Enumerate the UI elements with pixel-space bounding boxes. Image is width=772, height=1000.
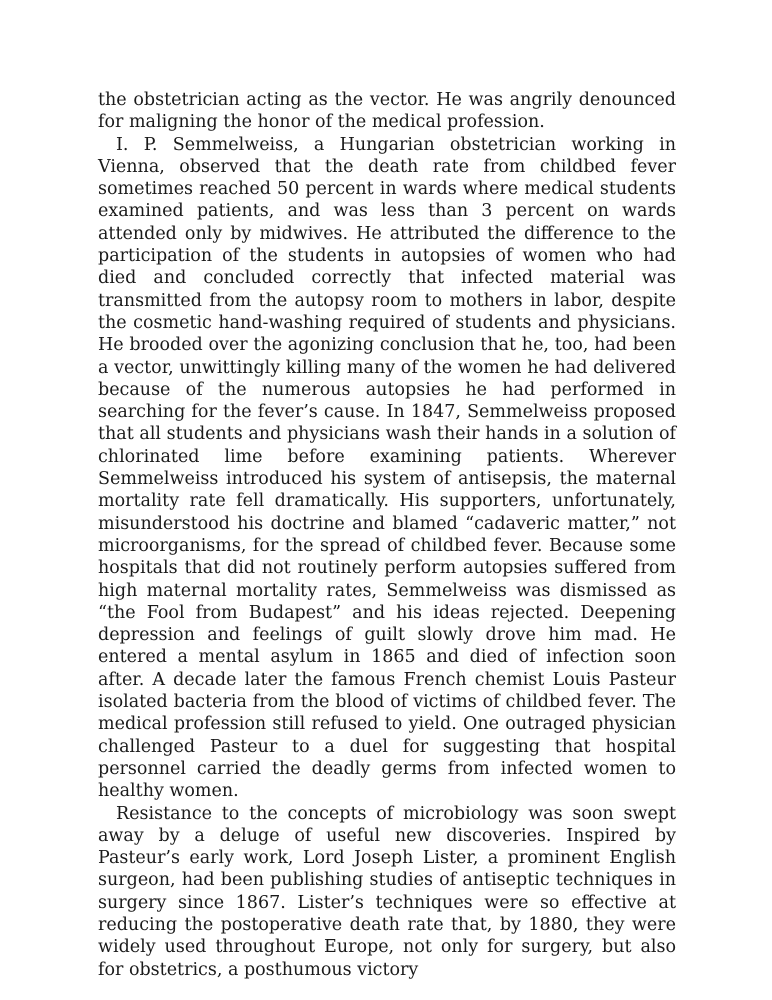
paragraph-3: Resistance to the concepts of microbiology was soon swept away by a deluge of useful new discoveries. Inspired by Pasteur’s early work, Lord Joseph Lister, a prominent English surgeon, had been publishing studies of antiseptic techniques in surgery since 1867. Lister’s techniques were so effective at reducing the postoperative death rate that, by 1880, they were widely used throughout Europe, not only for surgery, but also for obstetrics, a posthumous victory <box>98 803 676 980</box>
paragraph-2: I. P. Semmelweiss, a Hungarian obstetrician working in Vienna, observed that the death rate from childbed fever sometimes reached 50 percent in wards where medical students examined patients, and was less than 3 percent on wards attended only by midwives. He attributed the difference to the participation of the students in autopsies of women who had died and concluded correctly that infected material was transmitted from the autopsy room to mothers in labor, despite the cosmetic hand-washing required of students and physicians. He brooded over the agonizing conclusion that he, too, had been a vector, unwittingly killing many of the women he had delivered because of the numerous autopsies he had performed in searching for the fever’s cause. In 1847, Semmelweiss proposed that all students and physicians wash their hands in a solution of chlorinated lime before examining patients. Wherever Semmelweiss introduced his system of antisepsis, the maternal mortality rate fell dramatically. His supporters, unfortunately, misunderstood his doctrine and blamed “cadaveric matter,” not microorganisms, for the spread of childbed fever. Because some hospitals that did not routinely perform autopsies suffered from high maternal mortality rates, Semmelweiss was dismissed as “the Fool from Budapest” and his ideas rejected. Deepening depression and feelings of guilt slowly drove him mad. He entered a mental asylum in 1865 and died of infection soon after. A decade later the famous French chemist Louis Pasteur isolated bacteria from the blood of victims of childbed fever. The medical profession still refused to yield. One outraged physician challenged Pasteur to a duel for suggesting that hospital personnel carried the deadly germs from infected women to healthy women. <box>98 134 676 802</box>
paragraph-1: the obstetrician acting as the vector. He was angrily denounced for maligning the honor of the medical profession. <box>98 90 676 133</box>
document-page <box>98 89 676 981</box>
